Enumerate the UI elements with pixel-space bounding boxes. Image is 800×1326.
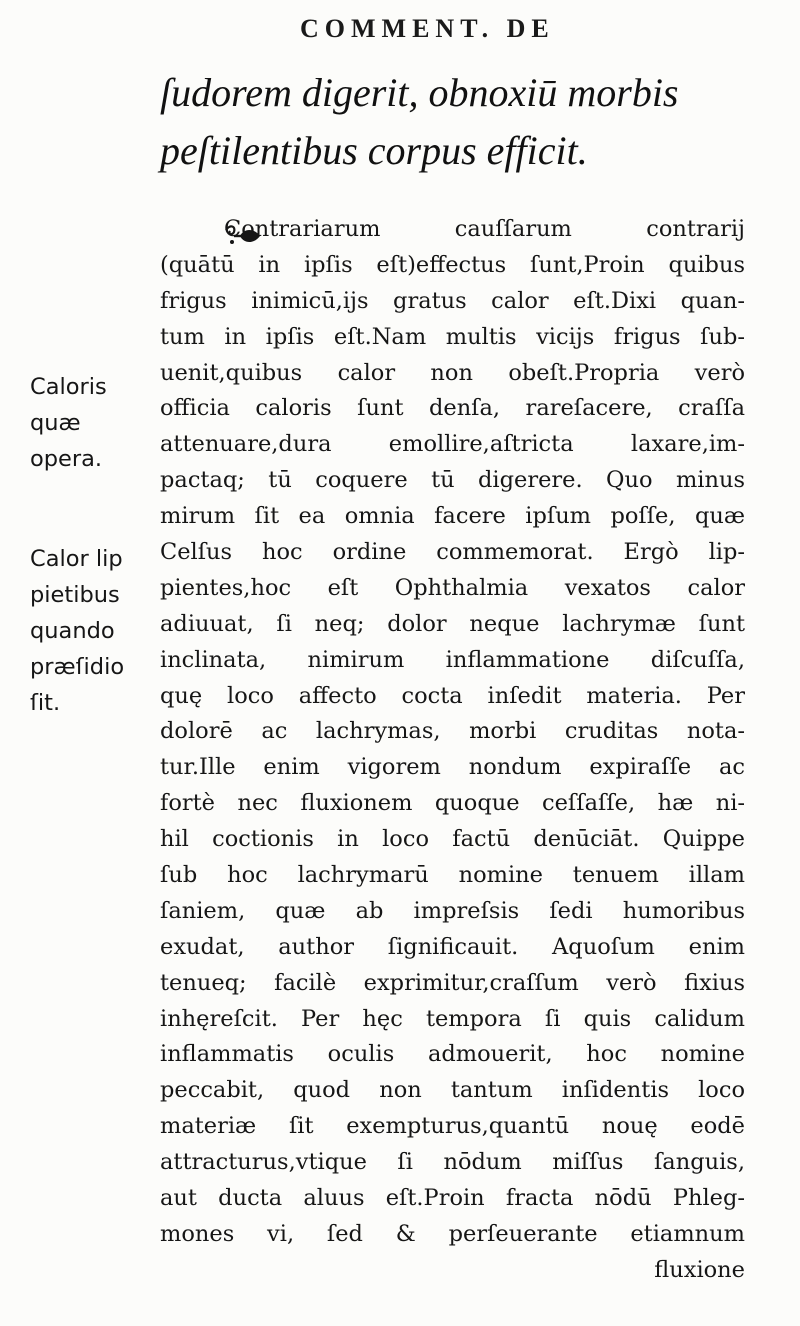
text-line: ſub hoc lachrymarū nomine tenuem illam <box>160 862 745 889</box>
text-line: officia caloris ſunt denſa, rareſacere, craſſa <box>160 395 745 422</box>
text-line: tur.Ille enim vigorem nondum expiraſſe ac <box>160 754 745 781</box>
italic-line: ſudorem digerit, obnoxiū morbis <box>160 70 679 115</box>
text-line: Celſus hoc ordine commemorat. Ergò lip- <box>160 539 745 566</box>
running-head: COMMENT. DE <box>300 14 555 43</box>
margin-note-line: ſit. <box>30 689 61 716</box>
margin-note-line: quando <box>30 617 115 644</box>
text-line: tenueq; facilè exprimitur,craſſum verò fixius <box>160 969 745 996</box>
text-line: adiuuat, ſi neq; dolor neque lachrymæ ſunt <box>160 610 745 637</box>
italic-heading-block <box>160 64 780 180</box>
margin-note-line: quæ <box>30 409 81 436</box>
text-line: frigus inimicū,ijs gratus calor eſt.Dixi quan- <box>160 287 745 314</box>
margin-note-line: opera. <box>30 445 103 472</box>
text-line: materiæ ſit exempturus,quantū nouę eodē <box>160 1113 745 1140</box>
text-line: tum in ipſis eſt.Nam multis vicijs frigus ſub- <box>160 323 745 350</box>
margin-note-caloris <box>30 370 107 478</box>
italic-line: peſtilentibus corpus efficit. <box>160 128 588 173</box>
text-line: uenit,quibus calor non obeſt.Propria verò <box>160 359 745 386</box>
margin-note-line: præſidio <box>30 653 125 680</box>
text-line: inhęreſcit. Per hęc tempora ſi quis calidum <box>160 1005 745 1032</box>
text-line: Contrariarum cauſſarum contrarij <box>224 216 745 242</box>
text-line: mirum ſit ea omnia facere ipſum poſſe, quæ <box>160 503 745 530</box>
text-line: peccabit, quod non tantum inſidentis loco <box>160 1077 745 1104</box>
text-line: (quātū in ipſis eſt)effectus ſunt,Proin quibus <box>160 251 745 278</box>
text-line: fortè nec fluxionem quoque ceſſaſſe, hæ ni- <box>160 790 745 817</box>
text-line: attracturus,vtique ſi nōdum miſſus ſanguis, <box>160 1149 745 1176</box>
text-line: inclinata, nimirum inflammatione diſcuſſa, <box>160 646 745 673</box>
text-line: hil coctionis in loco factū denūciāt. Quippe <box>160 826 745 853</box>
margin-note-calor-lippientibus <box>30 542 124 722</box>
text-line: exudat, author ſignificauit. Aquoſum enim <box>160 933 745 960</box>
text-line: attenuare,dura emollire,aſtricta laxare,im- <box>160 431 745 458</box>
catchword: fluxione <box>654 1256 745 1283</box>
text-line: aut ducta aluus eſt.Proin fracta nōdū Phleg- <box>160 1185 745 1212</box>
body-text <box>160 212 745 1289</box>
text-line: inflammatis oculis admouerit, hoc nomine <box>160 1041 745 1068</box>
text-line: dolorē ac lachrymas, morbi cruditas nota- <box>160 718 745 745</box>
text-line: pactaq; tū coquere tū digerere. Quo minus <box>160 467 745 494</box>
margin-note-line: pietibus <box>30 581 120 608</box>
margin-note-line: Calor lip <box>30 546 123 572</box>
text-line: mones vi, ſed & perſeuerante etiamnum <box>160 1220 745 1247</box>
text-line: ſaniem, quæ ab impreſsis ſedi humoribus <box>160 897 745 924</box>
margin-note-line: Caloris <box>30 374 107 400</box>
text-line: pientes,hoc eſt Ophthalmia vexatos calor <box>160 574 745 601</box>
text-line: quę loco affecto cocta inſedit materia. Per <box>160 682 745 709</box>
